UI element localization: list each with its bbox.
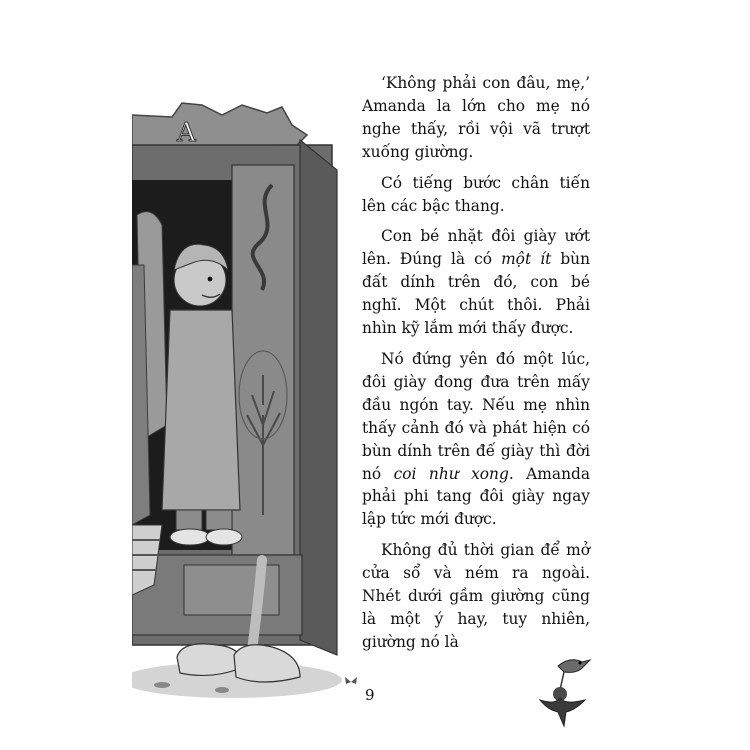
text-run: Có tiếng bước chân tiến lên các bậc thang. [362,173,590,215]
italic-text: coi như xong [393,464,509,483]
text-run: . Amanda phải phi tang đôi giày ngay lập tức mới được. [362,464,591,529]
paragraph [362,348,590,531]
text-run: bùn đất dính trên đó, con bé nghĩ. Một chút thôi. Phải nhìn kỹ lắm mới thấy được. [362,250,590,338]
text-run: ‘Không phải con đâu, mẹ,’ Amanda la lớn cho mẹ nó nghe thấy, rồi vội vã trượt xuống giường. [362,74,590,161]
text-run: Nó đứng yên đó một lúc, đôi giày đong đưa trên mấy đầu ngón tay. Nếu mẹ nhìn thấy cảnh đó và phát hiện có bùn dính trên đế giày thì đời nó [362,349,590,483]
text-run: Con bé nhặt đôi giày ướt lên. Đúng là có [362,227,590,269]
butterfly-icon [344,676,358,688]
wardrobe-illustration [132,95,347,705]
paragraph [362,172,590,218]
bird-on-plant-icon [530,650,598,728]
paragraph [362,539,590,654]
paragraph [362,72,590,164]
page-number: 9 [365,686,375,704]
italic-text: một ít [501,250,552,269]
text-run: Không đủ thời gian để mở cửa sổ và ném ra ngoài. Nhét dưới gầm giường cũng là một ý hay, tuy nhiên, giường nó là [362,541,590,651]
body-text [362,72,590,662]
wardrobe-crest-letter: A [177,118,196,148]
paragraph [362,225,590,340]
